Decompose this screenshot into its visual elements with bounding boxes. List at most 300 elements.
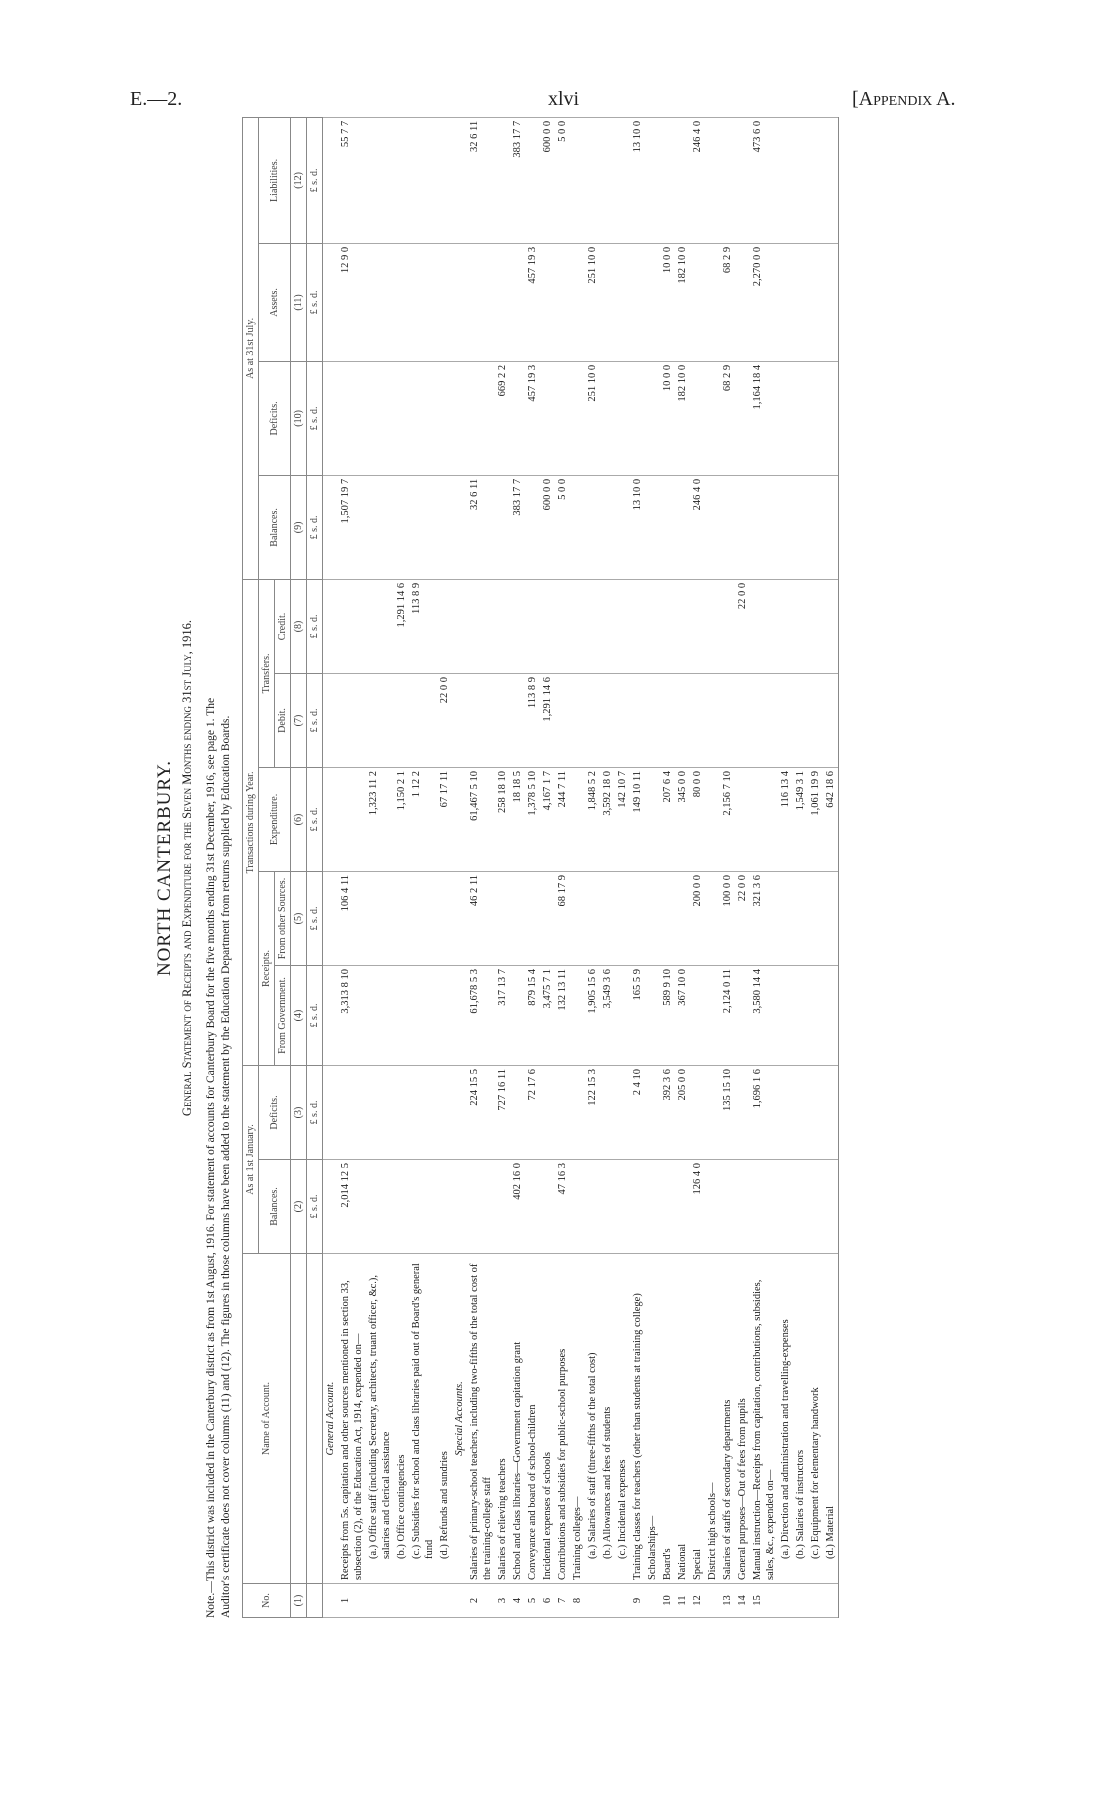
amount-cell (366, 579, 394, 673)
amount-cell: 1 12 2 (409, 767, 437, 871)
page-header-left: E.—2. (130, 88, 183, 110)
col-header-debit: Debit. (275, 673, 291, 767)
amount-cell (778, 117, 793, 243)
amount-cell (495, 243, 510, 361)
amount-cell (394, 965, 409, 1065)
colnum-1: (1) (291, 1584, 307, 1618)
amount-cell (690, 361, 705, 475)
amount-cell (705, 243, 720, 361)
amount-cell: 3,580 14 4 (750, 965, 778, 1065)
amount-cell (720, 673, 735, 767)
amount-cell (675, 871, 690, 965)
amount-cell (570, 579, 585, 673)
table-row (720, 117, 735, 1617)
amount-cell: 1,164 18 4 (750, 361, 778, 475)
col-header-from-other-sources: From other Sources. (275, 871, 291, 965)
amount-cell: 4,167 1 7 (540, 767, 555, 871)
col-header-deficits: Deficits. (259, 1065, 291, 1159)
amount-cell (525, 117, 540, 243)
amount-cell: 246 4 0 (690, 475, 705, 579)
amount-cell (600, 1160, 615, 1254)
table-row (615, 117, 630, 1617)
amount-cell: 113 8 9 (525, 673, 540, 767)
amount-cell (778, 475, 793, 579)
amount-cell: 55 7 7 (338, 117, 366, 243)
amount-cell (705, 673, 720, 767)
colnum-2: (2) (291, 1160, 307, 1254)
amount-cell (675, 579, 690, 673)
amount-cell (630, 361, 645, 475)
amount-cell (675, 117, 690, 243)
amount-cell (452, 871, 467, 965)
table-row (585, 117, 600, 1617)
amount-cell (495, 117, 510, 243)
amount-cell (338, 361, 366, 475)
account-name: Special Accounts. (452, 1254, 467, 1584)
account-name: Receipts from 5s. capitation and other sources mentioned in section 33, subsection (2), of the Education Act, 1914, expended on— (338, 1254, 366, 1584)
amount-cell (366, 1160, 394, 1254)
amount-cell (735, 673, 750, 767)
amount-cell (750, 579, 778, 673)
amount-cell: 113 8 9 (409, 579, 437, 673)
colnum-9: (9) (291, 475, 307, 579)
amount-cell (585, 475, 600, 579)
amount-cell (452, 475, 467, 579)
amount-cell: 321 3 6 (750, 871, 778, 965)
page-header-right: [Appendix A. (852, 88, 956, 110)
amount-cell: 22 0 0 (437, 673, 452, 767)
amount-cell (409, 1160, 437, 1254)
amount-cell: 68 2 9 (720, 243, 735, 361)
table-row (750, 117, 778, 1617)
amount-cell: 149 10 11 (630, 767, 645, 871)
table-row (510, 117, 525, 1617)
amount-cell: 200 0 0 (690, 871, 705, 965)
amount-cell (437, 965, 452, 1065)
amount-cell: 251 10 0 (585, 361, 600, 475)
amount-cell (510, 579, 525, 673)
table-row (630, 117, 645, 1617)
amount-cell (615, 579, 630, 673)
row-number (366, 1584, 394, 1618)
amount-cell (570, 871, 585, 965)
amount-cell (452, 243, 467, 361)
amount-cell: 22 0 0 (735, 871, 750, 965)
amount-cell (495, 1160, 510, 1254)
amount-cell (323, 243, 339, 361)
col-header-deficits-end: Deficits. (259, 361, 291, 475)
amount-cell: 345 0 0 (675, 767, 690, 871)
amount-cell (615, 361, 630, 475)
amount-cell (615, 117, 630, 243)
amount-cell: 10 0 0 (660, 361, 675, 475)
amount-cell: 182 10 0 (675, 361, 690, 475)
amount-cell: 642 18 6 (823, 767, 839, 871)
row-number: 5 (525, 1584, 540, 1618)
amount-cell: 251 10 0 (585, 243, 600, 361)
amount-cell (323, 475, 339, 579)
amount-cell (778, 1065, 793, 1159)
amount-cell (823, 1160, 839, 1254)
table-row (735, 117, 750, 1617)
amount-cell (645, 475, 660, 579)
amount-cell (645, 767, 660, 871)
colnum-5: (5) (291, 871, 307, 965)
amount-cell (540, 871, 555, 965)
amount-cell: 46 2 11 (467, 871, 495, 965)
amount-cell: 68 17 9 (555, 871, 570, 965)
amount-cell (409, 361, 437, 475)
amount-cell: 1,905 15 6 (585, 965, 600, 1065)
amount-cell (735, 965, 750, 1065)
amount-cell (615, 965, 630, 1065)
amount-cell (793, 579, 808, 673)
colnum-6: (6) (291, 767, 307, 871)
row-number (437, 1584, 452, 1618)
amount-cell (675, 475, 690, 579)
amount-cell: 3,592 18 0 (600, 767, 615, 871)
amount-cell: 1,696 1 6 (750, 1065, 778, 1159)
amount-cell (750, 673, 778, 767)
amount-cell (823, 1065, 839, 1159)
account-name: Training classes for teachers (other than students at training college) (630, 1254, 645, 1584)
amount-cell (409, 673, 437, 767)
amount-cell (366, 475, 394, 579)
amount-cell: 1,291 14 6 (540, 673, 555, 767)
amount-cell (645, 1160, 660, 1254)
account-name: Salaries of relieving teachers (495, 1254, 510, 1584)
amount-cell: 18 18 5 (510, 767, 525, 871)
col-header-balances-end: Balances. (259, 475, 291, 579)
amount-cell (394, 243, 409, 361)
amount-cell (630, 1160, 645, 1254)
amount-cell (750, 767, 778, 871)
table-row (808, 117, 823, 1617)
amount-cell: 1,150 2 1 (394, 767, 409, 871)
amount-cell (645, 117, 660, 243)
note-line-1: Note.—This district was included in the Canterbury district as from 1st August, 1916. For statement of accounts for Canterbury Board for the five months ending 31st December, 1916, see page 1. The (205, 697, 217, 1618)
amount-cell (585, 673, 600, 767)
row-number: 7 (555, 1584, 570, 1618)
amount-cell: 669 2 2 (495, 361, 510, 475)
table-row (778, 117, 793, 1617)
amount-cell: 457 19 3 (525, 361, 540, 475)
amount-cell: 244 7 11 (555, 767, 570, 871)
account-name: (c.) Subsidies for school and class libraries paid out of Board's general fund (409, 1254, 437, 1584)
amount-cell (394, 117, 409, 243)
amount-cell: 402 16 0 (510, 1160, 525, 1254)
amount-cell (600, 243, 615, 361)
amount-cell (735, 361, 750, 475)
header-row-1 (243, 117, 259, 1617)
amount-cell (540, 1065, 555, 1159)
amount-cell: 317 13 7 (495, 965, 510, 1065)
row-number (394, 1584, 409, 1618)
amount-cell: 47 16 3 (555, 1160, 570, 1254)
amount-cell (823, 117, 839, 243)
amount-cell: 457 19 3 (525, 243, 540, 361)
unit-cell: £ s. d. (307, 475, 323, 579)
amount-cell (705, 579, 720, 673)
amount-cell (823, 475, 839, 579)
row-number: 1 (338, 1584, 366, 1618)
amount-cell (570, 767, 585, 871)
amount-cell (585, 871, 600, 965)
amount-cell (323, 1160, 339, 1254)
amount-cell (437, 1160, 452, 1254)
amount-cell (570, 1065, 585, 1159)
amount-cell (793, 871, 808, 965)
amount-cell (705, 117, 720, 243)
amount-cell: 2 4 10 (630, 1065, 645, 1159)
amount-cell (615, 1160, 630, 1254)
amount-cell (645, 361, 660, 475)
unit-cell-name (307, 1254, 323, 1584)
amount-cell (808, 361, 823, 475)
amount-cell (409, 965, 437, 1065)
amount-cell (570, 1160, 585, 1254)
amount-cell: 392 3 6 (660, 1065, 675, 1159)
amount-cell (793, 117, 808, 243)
amount-cell (690, 673, 705, 767)
amount-cell (510, 361, 525, 475)
amount-cell (495, 579, 510, 673)
row-number: 6 (540, 1584, 555, 1618)
col-header-liabilities: Liabilities. (259, 117, 291, 243)
colnum-blank (291, 1254, 307, 1584)
amount-cell (735, 243, 750, 361)
amount-cell (570, 673, 585, 767)
amount-cell (778, 361, 793, 475)
amount-cell (437, 117, 452, 243)
amount-cell (437, 361, 452, 475)
amount-cell: 589 9 10 (660, 965, 675, 1065)
amount-cell (630, 871, 645, 965)
unit-cell: £ s. d. (307, 243, 323, 361)
amount-cell: 367 10 0 (675, 965, 690, 1065)
amount-cell (366, 673, 394, 767)
account-name: (b.) Salaries of instructors (793, 1254, 808, 1584)
unit-cell: £ s. d. (307, 871, 323, 965)
page-number: xlvi (548, 88, 580, 110)
account-name: (a.) Salaries of staff (three-fifths of the total cost) (585, 1254, 600, 1584)
amount-cell (600, 673, 615, 767)
table-row (570, 117, 585, 1617)
row-number (323, 1584, 339, 1618)
account-name: (d.) Material (823, 1254, 839, 1584)
account-name: Board's (660, 1254, 675, 1584)
amount-cell (409, 871, 437, 965)
amount-cell (555, 1065, 570, 1159)
amount-cell (323, 767, 339, 871)
amount-cell: 182 10 0 (675, 243, 690, 361)
section-header-row (323, 117, 339, 1617)
amount-cell (555, 579, 570, 673)
amount-cell (690, 579, 705, 673)
amount-cell (735, 1160, 750, 1254)
amount-cell: 246 4 0 (690, 117, 705, 243)
amount-cell (366, 361, 394, 475)
amount-cell: 1,549 3 1 (793, 767, 808, 871)
amount-cell (660, 1160, 675, 1254)
account-name: (c.) Equipment for elementary handwork (808, 1254, 823, 1584)
colnum-3: (3) (291, 1065, 307, 1159)
amount-cell (705, 767, 720, 871)
document-subtitle: General Statement of Receipts and Expenditure for the Seven Months ending 31st July, 1916. (180, 619, 194, 1117)
account-name: Incidental expenses of schools (540, 1254, 555, 1584)
amount-cell (793, 1065, 808, 1159)
row-number (705, 1584, 720, 1618)
amount-cell: 68 2 9 (720, 361, 735, 475)
amount-cell (510, 871, 525, 965)
amount-cell (645, 673, 660, 767)
amount-cell (793, 965, 808, 1065)
amount-cell (808, 243, 823, 361)
amount-cell: 224 15 5 (467, 1065, 495, 1159)
amount-cell (452, 361, 467, 475)
row-number: 2 (467, 1584, 495, 1618)
amount-cell (323, 965, 339, 1065)
amount-cell: 383 17 7 (510, 117, 525, 243)
amount-cell (793, 673, 808, 767)
note-line-2: Auditor's certificate does not cover columns (11) and (12). The figures in those columns have been added to the statement by the Education Department from returns supplied by Education Boards. (220, 715, 232, 1618)
column-number-row (291, 117, 307, 1617)
amount-cell: 1,323 11 2 (366, 767, 394, 871)
amount-cell: 3,549 3 6 (600, 965, 615, 1065)
amount-cell (823, 579, 839, 673)
row-number (409, 1584, 437, 1618)
col-header-from-government: From Government. (275, 965, 291, 1065)
col-header-assets: Assets. (259, 243, 291, 361)
amount-cell (366, 243, 394, 361)
amount-cell (338, 1065, 366, 1159)
amount-cell (778, 965, 793, 1065)
amount-cell (615, 871, 630, 965)
amount-cell (660, 117, 675, 243)
amount-cell: 12 9 0 (338, 243, 366, 361)
table-row (690, 117, 705, 1617)
amount-cell (437, 871, 452, 965)
amount-cell: 32 6 11 (467, 117, 495, 243)
row-number: 15 (750, 1584, 778, 1618)
unit-cell: £ s. d. (307, 767, 323, 871)
amount-cell: 2,156 7 10 (720, 767, 735, 871)
amount-cell (570, 243, 585, 361)
account-name: General Account. (323, 1254, 339, 1584)
amount-cell: 80 0 0 (690, 767, 705, 871)
amount-cell (467, 579, 495, 673)
account-name: (b.) Allowances and fees of students (600, 1254, 615, 1584)
amount-cell (808, 1065, 823, 1159)
document-note (204, 118, 234, 1618)
amount-cell (720, 475, 735, 579)
unit-cell: £ s. d. (307, 117, 323, 243)
row-number (645, 1584, 660, 1618)
amount-cell (630, 243, 645, 361)
amount-cell (823, 871, 839, 965)
amount-cell: 13 10 0 (630, 117, 645, 243)
amount-cell (409, 1065, 437, 1159)
amount-cell: 126 4 0 (690, 1160, 705, 1254)
row-number (778, 1584, 793, 1618)
row-number: 13 (720, 1584, 735, 1618)
amount-cell: 13 10 0 (630, 475, 645, 579)
amount-cell (735, 475, 750, 579)
amount-cell (808, 1160, 823, 1254)
amount-cell (675, 1160, 690, 1254)
amount-cell: 106 4 11 (338, 871, 366, 965)
amount-cell (394, 475, 409, 579)
account-name: Manual instruction—Receipts from capitation, contributions, subsidies, sales, &c., expended on— (750, 1254, 778, 1584)
account-name: Salaries of staffs of secondary departments (720, 1254, 735, 1584)
amount-cell: 1,848 5 2 (585, 767, 600, 871)
amount-cell: 600 0 0 (540, 117, 555, 243)
amount-cell: 1,291 14 6 (394, 579, 409, 673)
table-row (540, 117, 555, 1617)
row-number: 12 (690, 1584, 705, 1618)
account-name: (b.) Office contingencies (394, 1254, 409, 1584)
row-number (823, 1584, 839, 1618)
amount-cell: 116 13 4 (778, 767, 793, 871)
colnum-4: (4) (291, 965, 307, 1065)
table-row (394, 117, 409, 1617)
amount-cell (570, 475, 585, 579)
amount-cell (338, 767, 366, 871)
amount-cell (793, 361, 808, 475)
amount-cell (808, 117, 823, 243)
account-name: District high schools— (705, 1254, 720, 1584)
amount-cell: 2,270 0 0 (750, 243, 778, 361)
account-name: Special (690, 1254, 705, 1584)
row-number: 9 (630, 1584, 645, 1618)
amount-cell (660, 673, 675, 767)
amount-cell (645, 965, 660, 1065)
amount-cell (778, 579, 793, 673)
amount-cell (793, 243, 808, 361)
table-row (555, 117, 570, 1617)
amount-cell: 2,124 0 11 (720, 965, 735, 1065)
document-title: NORTH CANTERBURY. (154, 759, 175, 977)
amount-cell (615, 1065, 630, 1159)
amount-cell: 100 0 0 (720, 871, 735, 965)
row-number (600, 1584, 615, 1618)
amount-cell (323, 1065, 339, 1159)
amount-cell (615, 673, 630, 767)
amount-cell (467, 243, 495, 361)
amount-cell (705, 361, 720, 475)
amount-cell (600, 1065, 615, 1159)
amount-cell (525, 475, 540, 579)
table-row (467, 117, 495, 1617)
amount-cell (585, 1160, 600, 1254)
amount-cell (823, 243, 839, 361)
amount-cell (778, 1160, 793, 1254)
unit-cell: £ s. d. (307, 965, 323, 1065)
amount-cell: 1,507 19 7 (338, 475, 366, 579)
table-row (495, 117, 510, 1617)
amount-cell (645, 1065, 660, 1159)
amount-cell (338, 673, 366, 767)
amount-cell (437, 1065, 452, 1159)
amount-cell (720, 579, 735, 673)
amount-cell (555, 361, 570, 475)
amount-cell (510, 965, 525, 1065)
amount-cell (540, 579, 555, 673)
amount-cell (735, 767, 750, 871)
amount-cell (495, 673, 510, 767)
amount-cell: 72 17 6 (525, 1065, 540, 1159)
amount-cell (675, 673, 690, 767)
